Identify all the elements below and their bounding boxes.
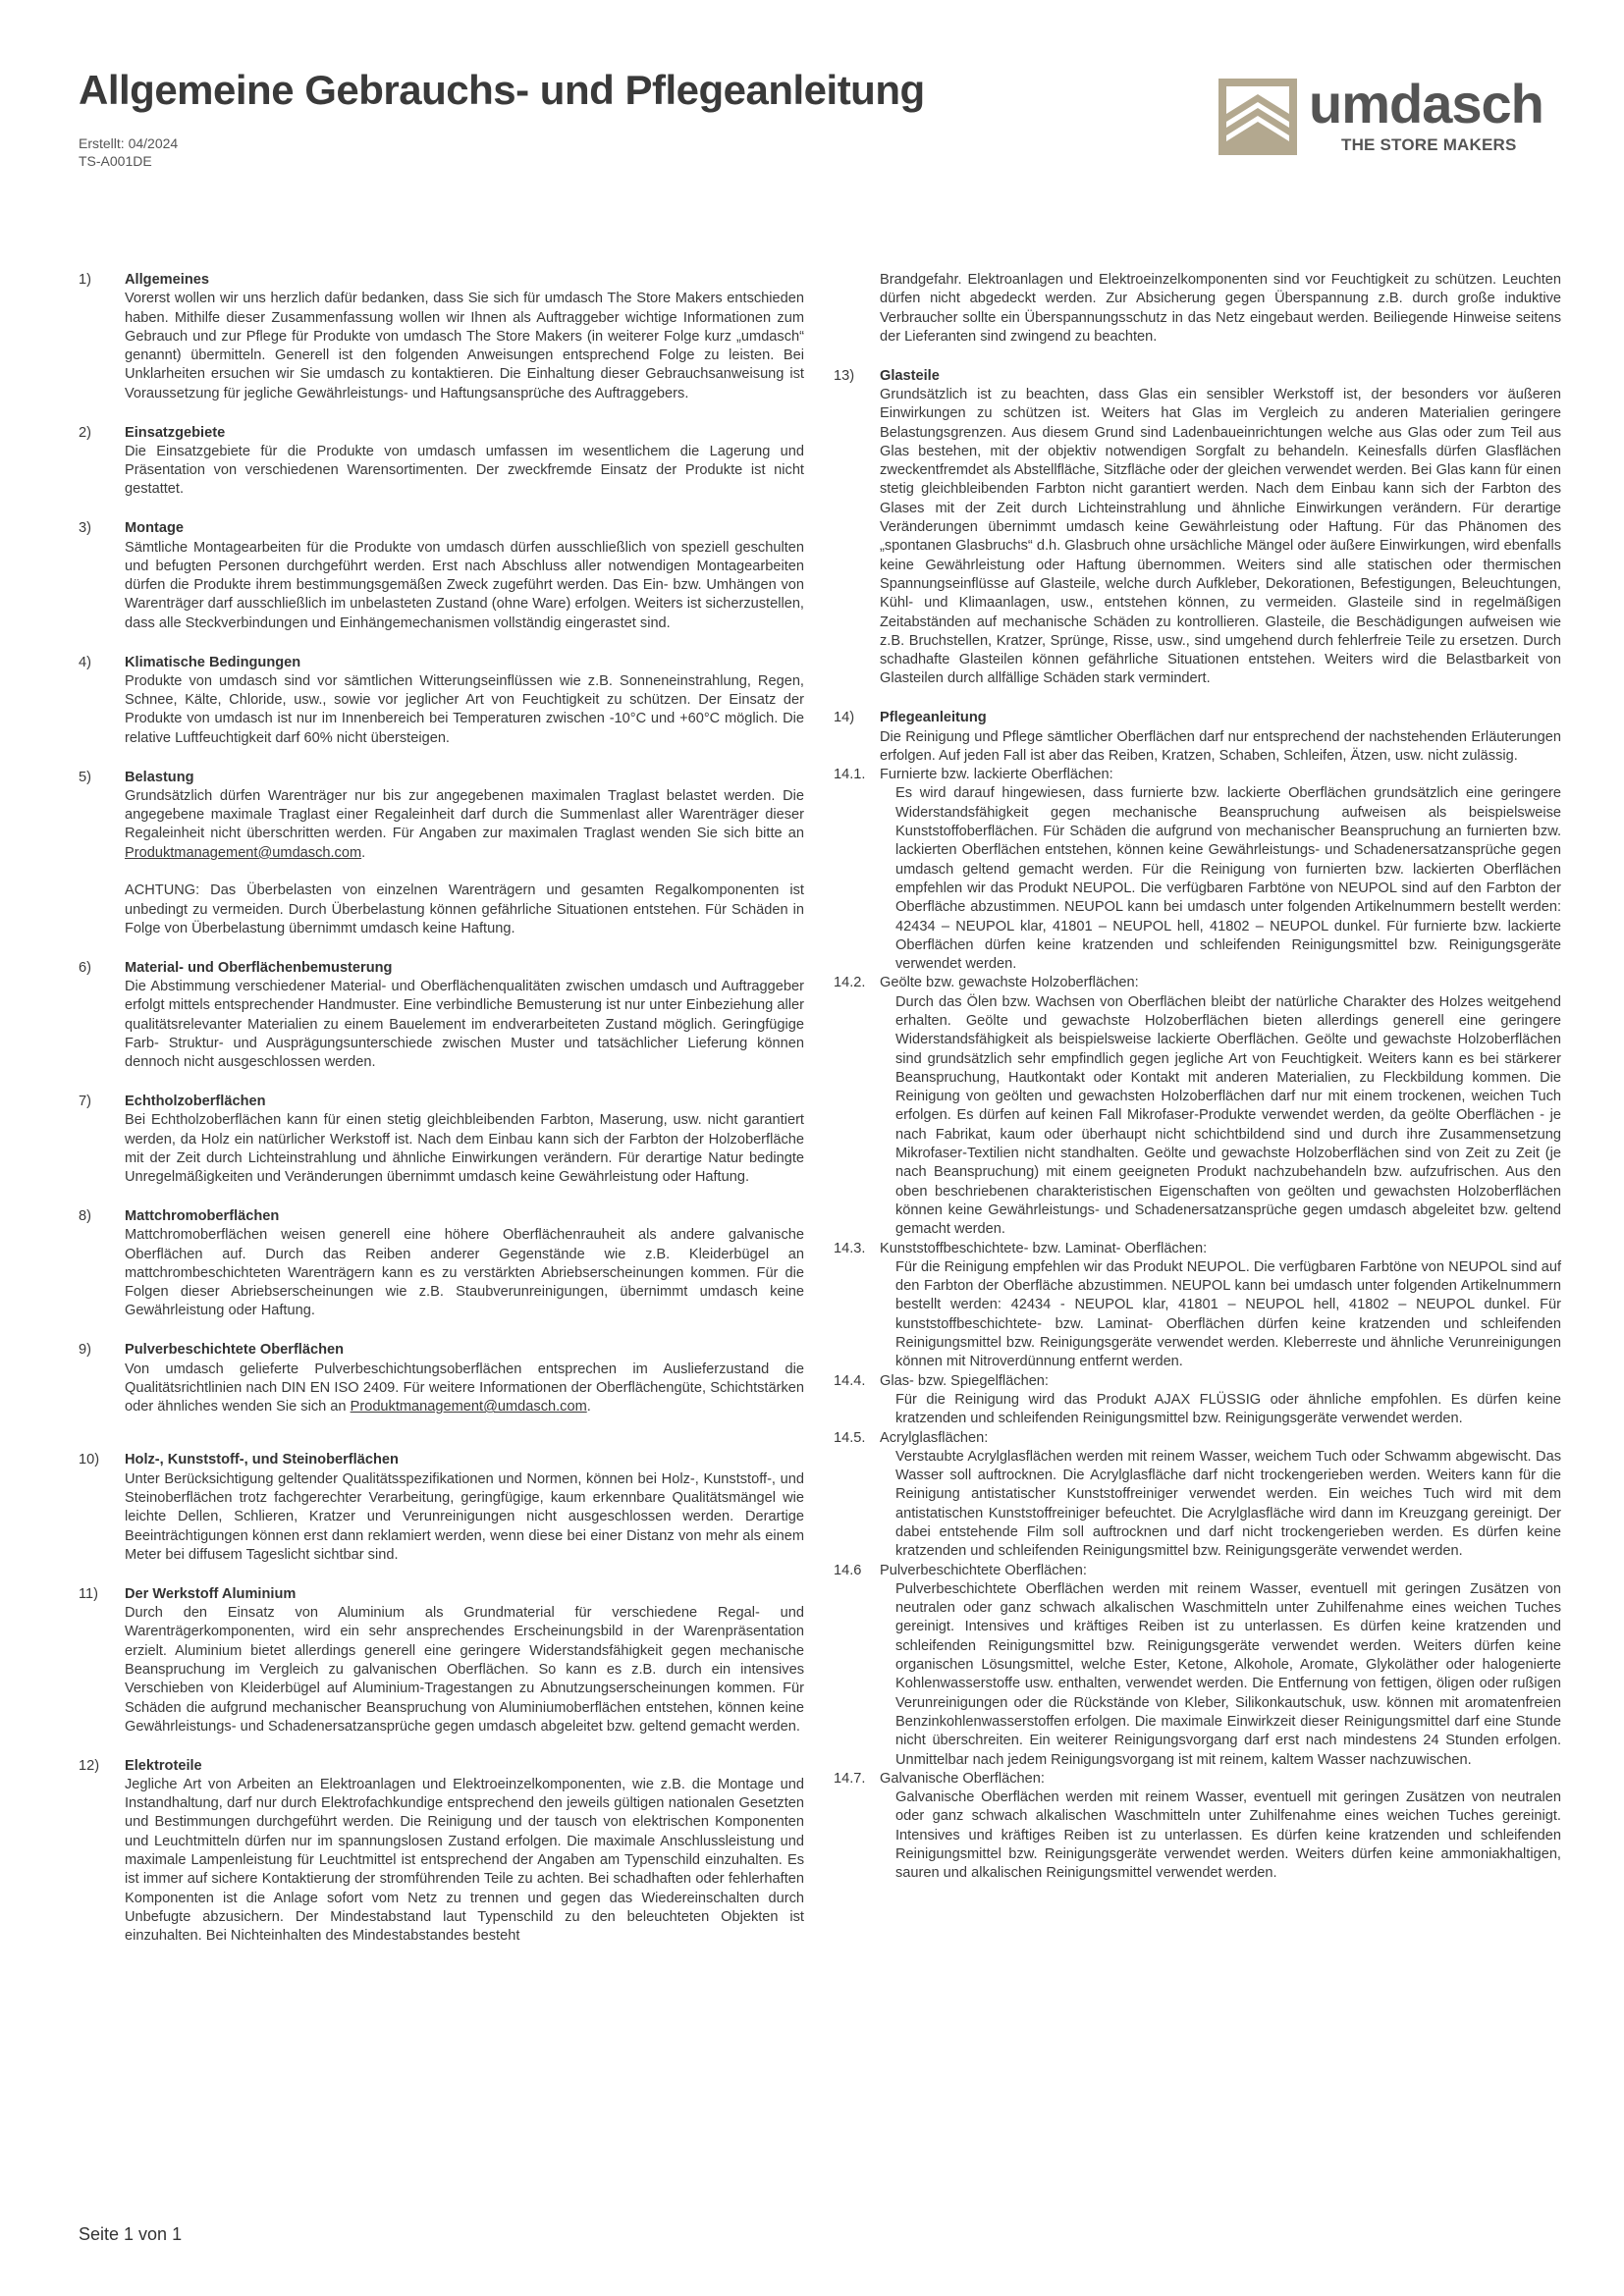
section-text: [125, 1361, 804, 1417]
section-heading: Holz-, Kunststoff-, und Steinoberflächen: [125, 1452, 399, 1468]
created-date: Erstellt: 04/2024: [79, 135, 179, 151]
email-link[interactable]: Produktmanagement@umdasch.com: [125, 844, 362, 861]
subsection-number: 14.2.: [834, 975, 866, 991]
section-number: 3): [79, 520, 91, 537]
section-heading: Elektroteile: [125, 1757, 202, 1774]
left-column: [79, 271, 804, 1966]
subsection-text: Für die Reinigung empfehlen wir das Produkt NEUPOL. Die verfügbaren Farbtöne von NEUPOL sind auf den Farbton der Oberfläche abzustimmen. NEUPOL kann bei umdasch unter folgenden Artikelnummern bestellt werden: 42434 - NEUPOL klar, 41801 – NEUPOL hell, 41802 – NEUPOL dunkel. Für kunststoffbeschichtete- bzw. Laminat- Oberflächen dürfen keine kratzenden und schleifenden Reinigungsmittel bzw. Reinigungsgeräte verwendet werden. Kleberreste und ähnliche Verunreinigungen können mit Nitroverdünnung entfernt werden.: [895, 1258, 1561, 1370]
section-4: [79, 654, 804, 748]
subsection-heading: Geölte bzw. gewachste Holzoberflächen:: [880, 975, 1139, 991]
section-14: [834, 709, 1561, 766]
subsection-14-4: [834, 1372, 1561, 1429]
subsection-heading: Glas- bzw. Spiegelflächen:: [880, 1372, 1049, 1389]
section-13: [834, 367, 1561, 689]
section-heading: Allgemeines: [125, 272, 209, 288]
page-number: Seite 1 von 1: [79, 2224, 183, 2244]
section-heading: Der Werkstoff Aluminium: [125, 1585, 297, 1602]
section-text: Grundsätzlich ist zu beachten, dass Glas ein sensibler Werkstoff ist, der besonders vor äußeren Einwirkungen zu schützen ist. Weiters hat Glas im Vergleich zu anderen Materialien geringere Belastungsgrenzen. Aus diesem Grund sind Ladenbaueinrichtungen welche aus Glas oder zum Teil aus Glas bestehen, mit der objektiv notwendigen Sorgfalt zu behandeln. Keinesfalls dürfen Glasflächen zweckentfremdet als Abstellfläche, Sitzfläche oder der gleichen verwendet werden. Bei Glas kann für einen stetig gleichbleibenden Farbton nicht garantiert werden. Nach dem Einbau kann sich der Farbton des Glases mit der Zeit durch Lichteinstrahlung und ähnliche Einwirkungen verändern. Für derartige Veränderungen übernimmt umdasch keine Gewährleistung oder Haftung. Für das Phänomen des „spontanen Glasbruchs“ d.h. Glasbruch ohne ursächliche Mängel oder äußere Einwirkungen, wird ebenfalls keine Gewährleistung oder Haftung übernommen. Weiters sind alle statischen oder thermischen Spannungseinflüsse auf Glasteile, welche durch Aufkleber, Dekorationen, Befestigungen, Beleuchtungen, Kühl- und Klimaanlagen, usw., entstehen können, zu vermeiden. Glasteile sind in regelmäßigen Zeitabständen auf mechanische Schäden zu kontrollieren. Glasteile, die Beschädigungen aufweisen wie z.B. Bruchstellen, Kratzer, Sprünge, Risse, usw., sind umgehend durch fehlerfreie Teile zu ersetzen. Durch schadhafte Glasteilen können gefährliche Situationen entstehen. Weiters wird die Belastbarkeit von Glasteilen durch allfällige Schäden stark vermindert.: [880, 386, 1561, 687]
document-id: TS-A001DE: [79, 153, 152, 169]
subsection-number: 14.4.: [834, 1372, 866, 1389]
section-heading: Belastung: [125, 769, 194, 785]
section-number: 12): [79, 1757, 100, 1774]
subsection-heading: Kunststoffbeschichtete- bzw. Laminat- Oberflächen:: [880, 1240, 1208, 1256]
section-text: [125, 787, 804, 863]
subsection-14-7: [834, 1770, 1561, 1884]
section-number: 2): [79, 424, 91, 441]
section-number: 14): [834, 710, 855, 726]
section-1: [79, 271, 804, 403]
section-6: [79, 959, 804, 1073]
subsection-number: 14.7.: [834, 1770, 866, 1787]
subsection-number: 14.6: [834, 1562, 862, 1578]
subsection-14-5: [834, 1429, 1561, 1562]
subsection-text: Verstaubte Acrylglasflächen werden mit reinem Wasser, weichem Tuch oder Schwamm abgewischt. Das Wasser soll auftrocknen. Die Acrylglasfläche darf nicht trockengerieben werden. Weiters kann für die Reinigung antistatischer Kunststoffreiniger verwendet werden. Ein weiches Tuch wird mit dem antistatischen Kunststoffreiniger befeuchtet. Die Acrylglasfläche wird dann im Kreuzgang gereinigt. Der dabei entstehende Film soll auftrocknen und darf nicht trockengerieben werden. Es dürfen keine kratzenden und schleifenden Reinigungsmittel bzw. Reinigungsgeräte verwendet werden.: [895, 1448, 1561, 1560]
section-number: 7): [79, 1093, 91, 1109]
section-12-continued: [834, 271, 1561, 347]
section-text: Durch den Einsatz von Aluminium als Grundmaterial für verschiedene Regal- und Warenträgerkomponenten, wird ein sehr ansprechendes Erscheinungsbild in der Warenpräsentation erzielt. Aluminium bietet allerdings generell eine geringere Widerstandsfähigkeit gegen mechanische Beanspruchung im Vergleich zu galvanischen Oberflächen. So kann es z.B. durch ein intensives Verschieben von Kleiderbügel auf Aluminium-Tragestangen zu Abnutzungserscheinungen kommen. Für Schäden die aufgrund mechanischer Beanspruchung von Aluminiumoberflächen entstehen, können keine Gewährleistungs- und Schadenersatzansprüche gegen umdasch abgeleitet bzw. geltend gemacht werden.: [125, 1605, 804, 1735]
section-text: Die Einsatzgebiete für die Produkte von umdasch umfassen im wesentlichem die Lagerung und Präsentation von verschiedenen Warensortimenten. Der zweckfremde Einsatz der Produkte ist nicht gestattet.: [125, 443, 804, 498]
section-warning: ACHTUNG: Das Überbelasten von einzelnen Warenträgern und gesamten Regalkomponenten ist unbedingt zu vermeiden. Durch Überbelastung können gefährliche Situationen entstehen. Für Schäden in Folge von Überbelastung übernimmt umdasch keine Haftung.: [125, 882, 804, 936]
section-8: [79, 1207, 804, 1321]
section-11: [79, 1585, 804, 1736]
section-heading: Pflegeanleitung: [880, 710, 987, 726]
section-text: Mattchromoberflächen weisen generell eine höhere Oberflächenrauheit als andere galvanische Oberflächen auf. Durch das Reiben anderer Gegenstände wie z.B. Kleiderbügel an mattchrombeschichteten Warenträgern kann es zu verstärkten Abriebserscheinungen kommen. Für die Folgen dieser Abriebserscheinungen wie z.B. Staubverunreinigungen, übernimmt umdasch keine Gewährleistung oder Haftung.: [125, 1227, 804, 1319]
section-5: [79, 769, 804, 939]
subsection-number: 14.3.: [834, 1240, 866, 1256]
section-7: [79, 1093, 804, 1187]
section-text-end: .: [361, 844, 366, 861]
section-heading: Einsatzgebiete: [125, 424, 226, 441]
subsection-text: Für die Reinigung wird das Produkt AJAX FLÜSSIG oder ähnliche empfohlen. Es dürfen keine kratzenden und schleifenden Reinigungsmittel bzw. Reinigungsgeräte verwendet werden.: [895, 1391, 1561, 1427]
section-number: 11): [79, 1585, 99, 1602]
umdasch-house-logo-icon: [1218, 79, 1297, 155]
section-text: Produkte von umdasch sind vor sämtlichen Witterungseinflüssen wie z.B. Sonneneinstrahlung, Regen, Schnee, Kälte, Chloride, usw., sowie vor jeglicher Art von Feuchtigkeit zu schützen. Der Einsatz der Produkte von umdasch ist nur im Innenbereich bei Temperaturen zwischen -10°C und +60°C möglich. Die relative Luftfeuchtigkeit darf 60% nicht übersteigen.: [125, 672, 804, 746]
section-heading: Material- und Oberflächenbemusterung: [125, 959, 393, 976]
company-logo: [1218, 73, 1572, 161]
subsection-number: 14.1.: [834, 767, 866, 783]
section-text-part: Grundsätzlich dürfen Warenträger nur bis zur angegebenen maximalen Traglast belastet werden. Die angegebene maximale Traglast einer Regaleinheit darf durch die Summenlast aller Warenträger dieser Regaleinheit nicht überschritten werden. Für Angaben zur maximalen Traglast wenden Sie sich bitte an: [125, 787, 804, 842]
section-heading: Pulverbeschichtete Oberflächen: [125, 1342, 345, 1359]
subsection-text: Pulverbeschichtete Oberflächen werden mit reinem Wasser, eventuell mit geringen Zusätzen von neutralen oder ganz schwach alkalischen Waschmitteln unter Zuhilfenahme eines weichen Tuches gereinigt. Intensives und kräftiges Reiben ist zu unterlassen. Es dürfen keine kratzenden und schleifenden Reinigungsmittel bzw. Reinigungsgeräte verwendet werden. Weiters dürfen keine organischen Lösungsmittel, welche Ester, Ketone, Alkohole, Aromate, Glykoläther oder halogenierte Kohlenwasserstoffe usw. enthalten, verwendet werden. Die Entfernung von fettigen, öligen oder rußigen Verunreinigungen oder die Rückstände von Kleber, Silikonkautschuk, usw. können mit aromatenfreien Benzinkohlenwasserstoffen erfolgen. Die maximale Einwirkzeit dieser Reinigungsmittel darf eine Stunde nicht überschreiten. Ein weiterer Reinigungsvorgang darf erst nach mindestens 24 Stunden erfolgen. Unmittelbar nach jedem Reinigungsvorgang ist mit reinem, kaltem Wasser nachzuwischen.: [895, 1580, 1561, 1768]
subsection-heading: Pulverbeschichtete Oberflächen:: [880, 1562, 1087, 1578]
section-number: 4): [79, 654, 91, 670]
section-number: 6): [79, 959, 91, 976]
subsection-14-6: [834, 1562, 1561, 1770]
subsection-14-3: [834, 1240, 1561, 1372]
email-link[interactable]: Produktmanagement@umdasch.com: [350, 1399, 587, 1415]
section-text: Unter Berücksichtigung geltender Qualitätsspezifikationen und Normen, können bei Holz-, Kunststoff-, und Steinoberflächen trotz fachgerechter Verarbeitung, geringfügige, kaum erkennbare Qualitätsmängel wie leichte Dellen, Schlieren, Kratzer und Verunreinigungen nicht ausgeschlossen werden. Derartige Beeinträchtigungen können erst dann reklamiert werden, wenn diese bei einer Distanz von mehr als einem Meter bei diffusem Tageslicht sichtbar sind.: [125, 1470, 804, 1563]
logo-tagline: THE STORE MAKERS: [1341, 135, 1517, 154]
subsection-number: 14.5.: [834, 1429, 866, 1446]
subsection-text: Durch das Ölen bzw. Wachsen von Oberflächen bleibt der natürliche Charakter des Holzes weitgehend erhalten. Geölte und gewachste Holzoberflächen bieten allerdings generell eine geringere Widerstandsfähigkeit als beispielsweise lackierte Oberflächen. Geölte und gewachste Holzoberflächen sind grundsätzlich sehr empfindlich gegen jegliche Art von Feuchtigkeit. Weiters kann es bei stärkerer Beanspruchung, Hautkontakt oder Kontakt mit anderen Materialien, zu Fleckbildung kommen. Die Reinigung von geölten und gewachsten Holzoberflächen darf nur mit einem trockenen, weichen Tuch erfolgen. Es dürfen auf keinen Fall Mikrofaser-Produkte verwendet werden, da geölte Oberflächen - je nach Fabrikat, kaum oder überhaupt nicht schichtbildend sind und durch ihre Zusammensetzung Mikrofaser-Textilien nicht standhalten. Geölte und gewachste Holzoberflächen sind von Zeit zu Zeit (je nach Beanspruchung) mit einem geeigneten Produkt nachzubehandeln bzw. aufzufrischen. Aus den oben beschriebenen charakteristischen Eigenschaften von geölten und gewachsten Holzoberflächen können keine Gewährleistungs- und Schadenersatzansprüche gegen umdasch abgeleitet bzw. geltend gemacht werden.: [895, 993, 1561, 1238]
subsection-text: Galvanische Oberflächen werden mit reinem Wasser, eventuell mit geringen Zusätzen von neutralen oder ganz schwach alkalischen Waschmitteln unter Zuhilfenahme eines weichen Tuches gereinigt. Intensives und kräftiges Reiben ist zu unterlassen. Es dürfen keine kratzenden und schleifenden Reinigungsmittel bzw. Reinigungsgeräte verwendet werden. Weiters dürfen keine ammoniakhaltigen, sauren und alkalischen Reinigungsmittel verwendet werden.: [895, 1789, 1561, 1882]
section-10: [79, 1451, 804, 1565]
section-3: [79, 519, 804, 633]
page-title: Allgemeine Gebrauchs- und Pflegeanleitung: [79, 67, 925, 113]
subsection-14-2: [834, 974, 1561, 1239]
document-meta: [79, 134, 178, 170]
section-text-end: .: [586, 1399, 591, 1415]
section-heading: Glasteile: [880, 367, 940, 384]
right-column: [834, 271, 1561, 1884]
section-text: Bei Echtholzoberflächen kann für einen stetig gleichbleibenden Farbton, Maserung, usw. nicht garantiert werden, da Holz ein natürlicher Werkstoff ist. Nach dem Einbau kann sich der Farbton der Holzoberfläche mit der Zeit durch Lichteinstrahlung und ähnliche Einwirkungen verändern. Für derartige Natur bedingte Unregelmäßigkeiten und Veränderungen übernimmt umdasch keine Gewährleistung oder Haftung.: [125, 1112, 804, 1186]
section-number: 9): [79, 1342, 91, 1359]
subsection-heading: Galvanische Oberflächen:: [880, 1770, 1045, 1787]
section-text: Brandgefahr. Elektroanlagen und Elektroeinzelkomponenten sind vor Feuchtigkeit zu schützen. Leuchten dürfen nicht abgedeckt werden. Zur Absicherung gegen Überspannung z.B. durch große induktive Verbraucher sollte ein Überspannungsschutz in das Netz eingebaut werden. Beiliegende Hinweise seitens der Lieferanten sind zwingend zu beachten.: [880, 272, 1561, 345]
section-9: [79, 1341, 804, 1416]
section-heading: Montage: [125, 520, 184, 537]
subsection-heading: Acrylglasflächen:: [880, 1429, 989, 1446]
section-text: Sämtliche Montagearbeiten für die Produkte von umdasch dürfen ausschließlich von speziell geschulten und befugten Personen durchgeführt werden. Erst nach Abschluss aller notwendigen Montagearbeiten dürfen die Produkte ihrem bestimmungsgemäßen Zweck zugeführt werden. Das Ein- bzw. Umhängen von Warenträger darf ausschließlich im unbelasteten Zustand (ohne Ware) erfolgen. Weiters ist sicherzustellen, dass alle Steckverbindungen und Einhängemechanismen vollständig eingerastet sind.: [125, 539, 804, 631]
section-text: Die Abstimmung verschiedener Material- und Oberflächenqualitäten zwischen umdasch und Auftraggeber erfolgt mittels entsprechender Handmuster. Eine verbindliche Bemusterung ist nur unter Einbeziehung aller qualitätsrelevanter Materialien zu einem Bauelement im endverarbeiteten Zustand möglich. Geringfügige Farb- Struktur- und Ausprägungsunterschiede zwischen Muster und tatsächlicher Lieferung können dennoch nicht ausgeschlossen werden.: [125, 979, 804, 1071]
section-heading: Mattchromoberflächen: [125, 1207, 280, 1224]
section-number: 8): [79, 1207, 91, 1224]
section-number: 10): [79, 1452, 100, 1468]
logo-wordmark: umdasch: [1309, 73, 1543, 134]
subsection-heading: Furnierte bzw. lackierte Oberflächen:: [880, 767, 1113, 783]
section-2: [79, 424, 804, 500]
section-heading: Klimatische Bedingungen: [125, 654, 301, 670]
section-text-part: Von umdasch gelieferte Pulverbeschichtungsoberflächen entsprechen im Auslieferzustand die Qualitätsrichtlinien nach DIN EN ISO 2409. Für weitere Informationen der Oberflächengüte, Schichtstärken oder ähnliches wenden Sie sich an: [125, 1361, 804, 1415]
section-12: [79, 1757, 804, 1947]
section-text: Vorerst wollen wir uns herzlich dafür bedanken, dass Sie sich für umdasch The Store Makers entschieden haben. Mithilfe dieser Zusammenfassung wollen wir Ihnen als Auftraggeber wichtige Informationen zum Gebrauch und zur Pflege für Produkte von umdasch The Store Makers (in weiterer Folge kurz „umdasch“ genannt) übermitteln. Generell ist den folgenden Anweisungen entsprechend Folge zu leisten. Bei Unklarheiten ersuchen wir Sie umdasch zu kontaktieren. Die Einhaltung dieser Gebrauchsanweisung ist Voraussetzung für jegliche Gewährleistungs- und Haftungsansprüche des Auftraggebers.: [125, 291, 804, 401]
section-number: 13): [834, 367, 855, 384]
section-number: 5): [79, 769, 91, 785]
section-text: Die Reinigung und Pflege sämtlicher Oberflächen darf nur entsprechend der nachstehenden Erläuterungen erfolgen. Auf jeden Fall ist aber das Reiben, Kratzen, Schaben, Schleifen, Ätzen, usw. nicht zulässig.: [880, 728, 1561, 764]
section-heading: Echtholzoberflächen: [125, 1093, 266, 1109]
section-text: Jegliche Art von Arbeiten an Elektroanlagen und Elektroeinzelkomponenten, wie z.B. die Montage und Instandhaltung, darf nur durch Elektrofachkundige entsprechend den jeweils gültigen nationalen Gesetzten und Bestimmungen durchgeführt werden. Die Reinigung und der tausch von elektrischen Komponenten und Leuchtmitteln dürfen nur im spannungslosen Zustand erfolgen. Die maximale Anschlussleistung und maximale Lampenleistung für Leuchtmittel ist entsprechend der Angaben am Typenschild einzuhalten. Es ist immer auf sichere Kontaktierung der stromführenden Teile zu achten. Bei schadhaften oder fehlerhaften Komponenten ist die Anlage sofort vom Netz zu trennen und gegen das Wiedereinschalten durch Unbefugte abzusichern. Der Mindestabstand laut Typenschild zu den beleuchteten Objekten ist einzuhalten. Bei Nichteinhalten des Mindestabstandes besteht: [125, 1776, 804, 1945]
subsection-14-1: [834, 766, 1561, 974]
subsection-text: Es wird darauf hingewiesen, dass furnierte bzw. lackierte Oberflächen grundsätzlich eine geringere Widerstandsfähigkeit gegen mechanische Beanspruchung aufweisen als beispielsweise Kunststoffoberflächen. Für Schäden die aufgrund von mechanischer Beanspruchung an furnierten bzw. lackierten Oberflächen entstehen, können keine Gewährleistungs- und Schadenersatzansprüche gegen umdasch geltend gemacht werden. Für die Reinigung von furnierten bzw. lackierten Oberflächen empfehlen wir das Produkt NEUPOL. Die verfügbaren Farbtöne von NEUPOL sind auf den Farbton der Oberfläche abzustimmen. NEUPOL kann bei umdasch unter folgenden Artikelnummern bestellt werden: 42434 – NEUPOL klar, 41801 – NEUPOL hell, 41802 – NEUPOL dunkel. Für furnierte bzw. lackierte Oberflächen dürfen keine kratzenden und schleifenden Reinigungsmittel bzw. Reinigungsgeräte verwendet werden.: [895, 785, 1561, 973]
section-number: 1): [79, 272, 91, 288]
